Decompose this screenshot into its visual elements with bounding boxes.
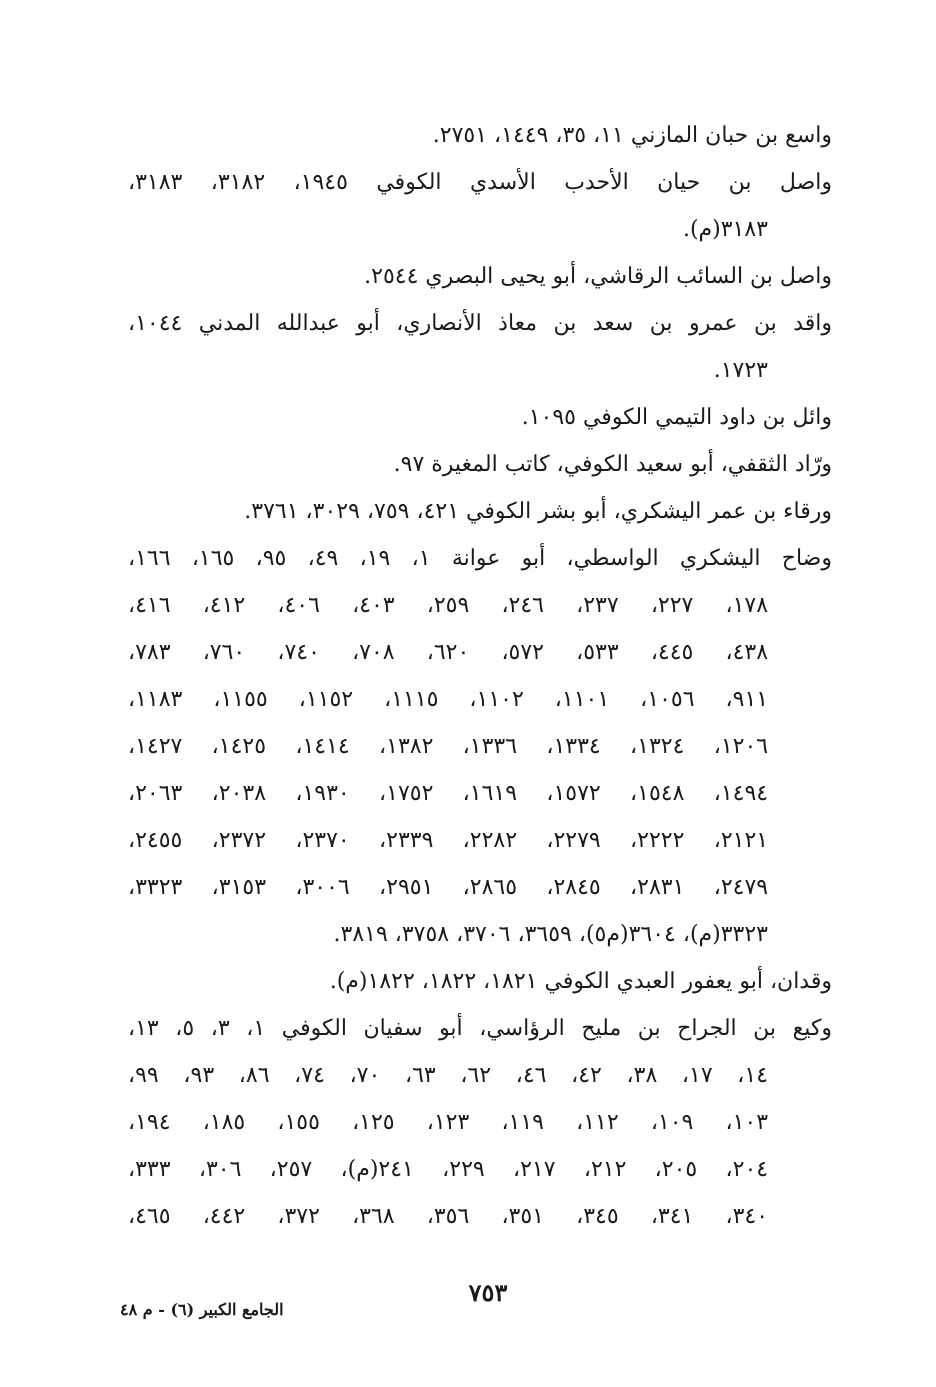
index-entry-line: وضاح اليشكري الواسطي، أبو عوانة ١، ١٩، ٤٩، ٩٥، ١٦٥، ١٦٦،: [128, 546, 832, 571]
index-entry-line: ورّاد الثقفي، أبو سعيد الكوفي، كاتب المغيرة ٩٧.: [393, 452, 832, 477]
index-entry-line: واقد بن عمرو بن سعد بن معاذ الأنصاري، أبو عبدالله المدني ١٠٤٤،: [128, 311, 832, 336]
index-entry-line: واسع بن حبان المازني ١١، ٣٥، ١٤٤٩، ٢٧٥١.: [432, 123, 832, 148]
index-entry-line: ورقاء بن عمر اليشكري، أبو بشر الكوفي ٤٢١، ٧٥٩، ٣٠٢٩، ٣٧٦١.: [244, 499, 832, 524]
entry-continuation-line: ٢٤٧٩، ٢٨٣١، ٢٨٤٥، ٢٨٦٥، ٢٩٥١، ٣٠٠٦، ٣١٥٣، ٣٣٢٣،: [128, 875, 769, 900]
entry-continuation-line: ١٤٩٤، ١٥٤٨، ١٥٧٢، ١٦١٩، ١٧٥٢، ١٩٣٠، ٢٠٣٨، ٢٠٦٣،: [128, 781, 769, 806]
index-entry-line: وكيع بن الجراح بن مليح الرؤاسي، أبو سفيان الكوفي ١، ٣، ٥، ١٣،: [128, 1016, 833, 1041]
entry-continuation-line: ٤٣٨، ٤٤٥، ٥٣٣، ٥٧٢، ٦٢٠، ٧٠٨، ٧٤٠، ٧٦٠، ٧٨٣،: [128, 640, 769, 665]
entry-continuation-line: ١٧٨، ٢٢٧، ٢٣٧، ٢٤٦، ٢٥٩، ٤٠٣، ٤٠٦، ٤١٢، ٤١٦،: [128, 593, 769, 618]
entry-continuation-line: ٩١١، ١٠٥٦، ١١٠١، ١١٠٢، ١١١٥، ١١٥٢، ١١٥٥، ١١٨٣،: [128, 687, 769, 712]
index-entry-line: واصل بن حيان الأحدب الأسدي الكوفي ١٩٤٥، ٣١٨٢، ٣١٨٣،: [128, 170, 832, 195]
index-entry-line: وقدان، أبو يعفور العبدي الكوفي ١٨٢١، ١٨٢٢، ١٨٢٢(م).: [329, 969, 832, 994]
entry-continuation-line: ١٧٢٣.: [713, 358, 768, 383]
entry-continuation-line: ١٤، ١٧، ٣٨، ٤٢، ٤٦، ٦٢، ٦٣، ٧٠، ٧٤، ٨٦، ٩٣، ٩٩،: [128, 1063, 769, 1088]
entry-continuation-line: ١٠٣، ١٠٩، ١١٢، ١١٩، ١٢٣، ١٢٥، ١٥٥، ١٨٥، ١٩٤،: [128, 1110, 769, 1135]
entry-continuation-line: ٣٤٠، ٣٤١، ٣٤٥، ٣٥١، ٣٥٦، ٣٦٨، ٣٧٢، ٤٤٢، ٤٦٥،: [128, 1204, 769, 1229]
index-entry-line: واصل بن السائب الرقاشي، أبو يحيى البصري ٢٥٤٤.: [364, 264, 832, 289]
index-entries: [128, 112, 832, 1240]
entry-continuation-line: ٢١٢١، ٢٢٢٢، ٢٢٧٩، ٢٢٨٢، ٢٣٣٩، ٢٣٧٠، ٢٣٧٢، ٢٤٥٥،: [128, 828, 769, 853]
book-reference: الجامع الكبير (٦) - م ٤٨: [120, 1300, 284, 1319]
index-entry-line: وائل بن داود التيمي الكوفي ١٠٩٥.: [521, 405, 832, 430]
page-number: ٧٥٣: [468, 1278, 508, 1307]
entry-continuation-line: ٢٠٤، ٢٠٥، ٢١٢، ٢١٧، ٢٢٩، ٢٤١(م)، ٢٥٧، ٣٠٦، ٣٣٣،: [128, 1157, 769, 1182]
entry-continuation-line: ٣١٨٣(م).: [682, 217, 768, 242]
entry-continuation-line: ١٢٠٦، ١٣٢٤، ١٣٣٤، ١٣٣٦، ١٣٨٢، ١٤١٤، ١٤٢٥، ١٤٢٧،: [128, 734, 769, 759]
entry-continuation-line: ٣٣٢٣(م)، ٣٦٠٤(م٥)، ٣٦٥٩، ٣٧٠٦، ٣٧٥٨، ٣٨١٩.: [333, 922, 768, 947]
